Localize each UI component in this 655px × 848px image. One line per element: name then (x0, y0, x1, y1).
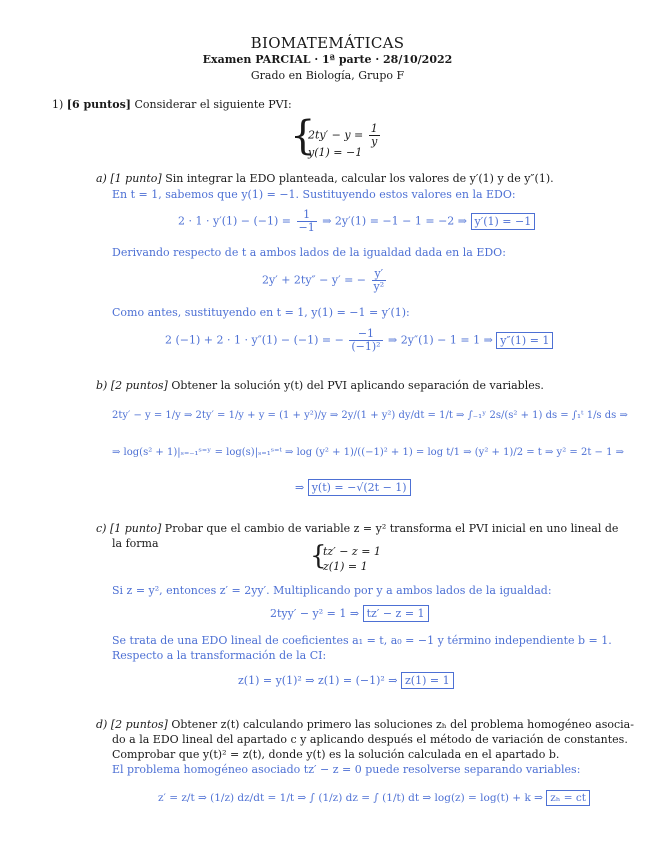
part-a-equation-1: 2 · 1 · y′(1) − (−1) = $\frac{1}{-1}$ ⇒ 2y′(1) = −1 − 1 = −2 ⇒ y′(1) = −1 (178, 209, 535, 234)
part-a-step-2: Derivando respecto de t a ambos lados de la igualdad dada en la EDO: (112, 246, 506, 259)
part-c-step-3: Respecto a la transformación de la CI: (112, 649, 327, 662)
part-b-statement: b) [2 puntos] Obtener la solución y(t) del PVI aplicando separación de variables. (96, 379, 544, 392)
part-a-equation-3: 2 (−1) + 2 · 1 · y″(1) − (−1) = − $\frac{-1}{\text{(−1)²}}$ ⇒ 2y″(1) − 1 = 1 ⇒ y″(1) = 1 (165, 328, 553, 353)
part-c-step-1: Si z = y², entonces z′ = 2yy′. Multiplicando por y a ambos lados de la igualdad: (112, 584, 552, 597)
part-a-equation-2: 2y′ + 2ty″ − y′ = − $\frac{y'}{\text{y²}}$ (262, 267, 385, 293)
problem-statement: Considerar el siguiente PVI: (134, 98, 292, 111)
left-brace: { (290, 113, 316, 159)
answer-box-y-of-t: y(t) = −√(2t − 1) (308, 479, 411, 496)
problem-points: [6 puntos] (66, 98, 131, 111)
part-c-equation-2: z(1) = y(1)² ⇒ z(1) = (−1)² ⇒ z(1) = 1 (238, 674, 454, 687)
part-b-line-1: 2ty′ − y = 1/y ⇒ 2ty′ = 1/y + y = (1 + y²)/y ⇒ 2y/(1 + y²) dy/dt = 1/t ⇒ ∫₋₁ʸ 2s/(s² + 1) ds = ∫₁ᵗ 1/s ds ⇒ (112, 410, 628, 421)
part-c-step-2: Se trata de una EDO lineal de coeficientes a₁ = t, a₀ = −1 y término independiente b = 1. (112, 634, 612, 647)
part-c-statement: c) [1 punto] Probar que el cambio de variable z = y² transforma el PVI inicial en uno lineal de (96, 522, 619, 535)
part-d-statement: d) [2 puntos] Obtener z(t) calculando primero las soluciones zₕ del problema homogéneo asocia- (96, 718, 634, 731)
problem-number: 1) (52, 98, 64, 111)
part-a-step-1: En t = 1, sabemos que y(1) = −1. Sustituyendo estos valores en la EDO: (112, 188, 516, 201)
part-d-step-1: El problema homogéneo asociado tz′ − z = 0 puede resolverse separando variables: (112, 763, 581, 776)
exam-subtitle: Examen PARCIAL · 1ª parte · 28/10/2022 (202, 53, 453, 66)
part-d-equation-1: z′ = z/t ⇒ (1/z) dz/dt = 1/t ⇒ ∫ (1/z) dz = ∫ (1/t) dt ⇒ log(z) = log(t) + k ⇒ zₕ = ct (158, 792, 590, 804)
part-a-step-3: Como antes, sustituyendo en t = 1, y(1) = −1 = y′(1): (112, 306, 410, 319)
part-b-line-3: ⇒ y(t) = −√(2t − 1) (295, 481, 411, 494)
answer-box-linear-edo: tz′ − z = 1 (363, 605, 429, 622)
exam-group: Grado en Biología, Grupo F (250, 69, 405, 82)
answer-box-zh: zₕ = ct (546, 790, 590, 806)
part-b-line-2: ⇒ log(s² + 1)|ₛ₌₋₁ˢ⁼ʸ = log(s)|ₛ₌₁ˢ⁼ᵗ ⇒ log (y² + 1)/((−1)² + 1) = log t/1 ⇒ (y² + 1)/2 = t ⇒ y² = 2t − 1 ⇒ (112, 447, 624, 458)
exam-title: BIOMATEMÁTICAS (250, 34, 405, 52)
answer-box-z-initial: z(1) = 1 (401, 672, 454, 689)
linear-equation: tz′ − z = 1 (323, 545, 381, 558)
part-c-equation-1: 2tyy′ − y² = 1 ⇒ tz′ − z = 1 (270, 607, 429, 620)
answer-box-y-prime: y′(1) = −1 (471, 213, 536, 230)
ivp-equation: 2ty′ − y = $\frac{1}{y}$ (308, 122, 378, 148)
left-brace-small: { (310, 541, 327, 571)
part-a-statement: a) [1 punto] Sin integrar la EDO planteada, calcular los valores de y′(1) y de y″(1). (96, 172, 554, 185)
part-c-statement-2: la forma (112, 537, 159, 550)
answer-box-y-double-prime: y″(1) = 1 (496, 332, 553, 349)
linear-initial-condition: z(1) = 1 (323, 560, 368, 573)
part-d-statement-3: Comprobar que y(t)² = z(t), donde y(t) es la solución calculada en el apartado b. (112, 748, 560, 761)
ivp-initial-condition: y(1) = −1 (308, 146, 363, 159)
problem-1-header (52, 97, 292, 112)
part-d-statement-2: do a la EDO lineal del apartado c y aplicando después el método de variación de constantes. (112, 733, 628, 746)
